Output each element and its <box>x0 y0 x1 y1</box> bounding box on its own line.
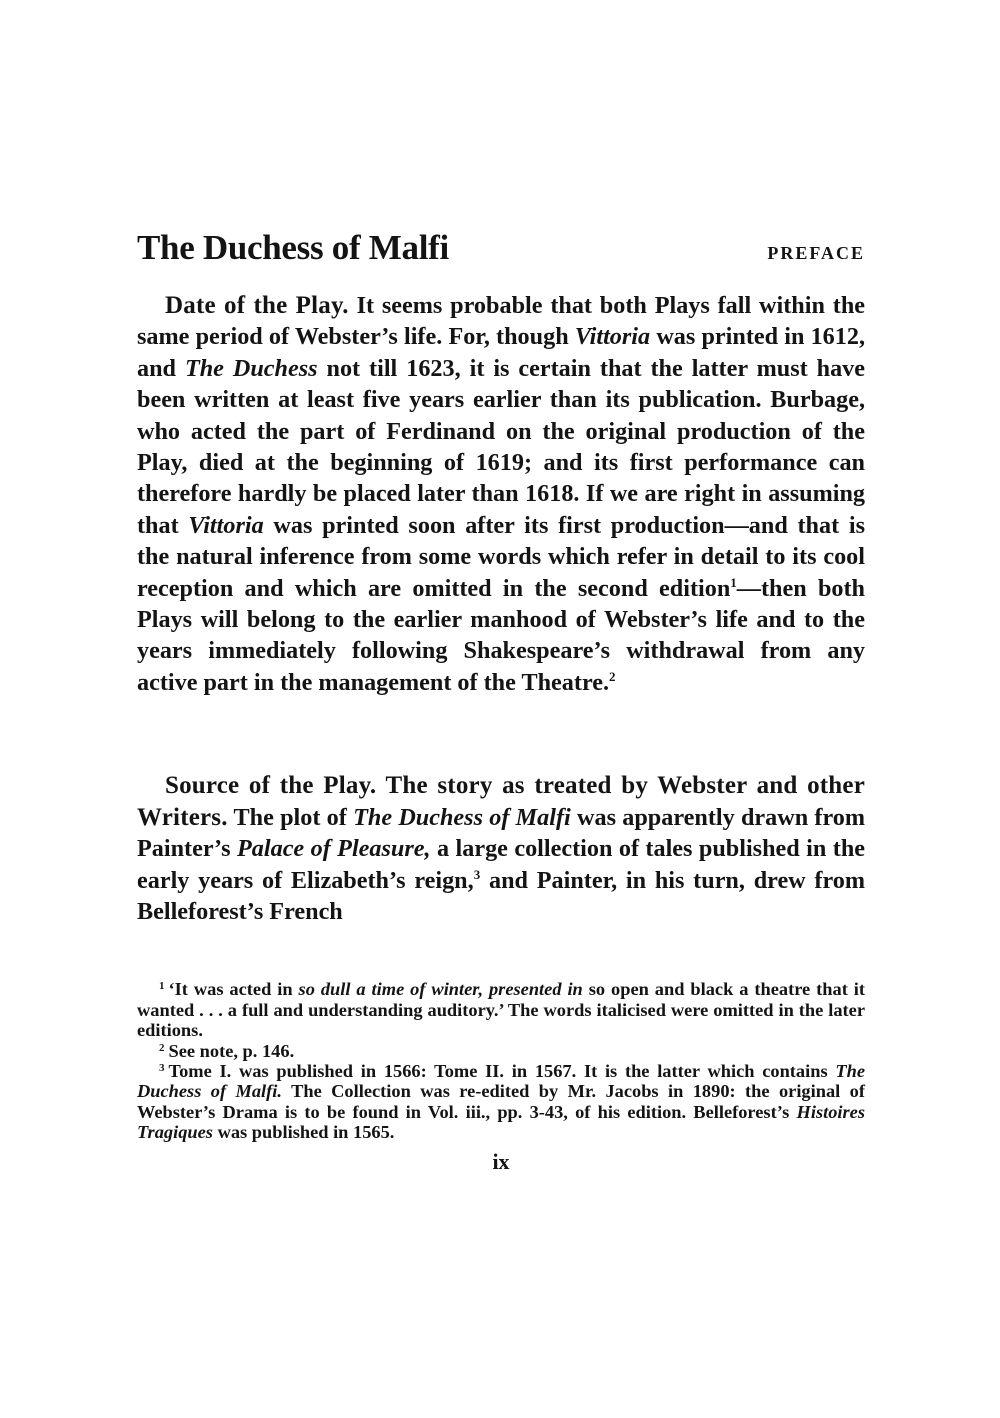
italic-quote: so dull a time of winter, presented in <box>298 979 583 1000</box>
text-run: It seems probable that both Plays fall within the same period of Webster’s life. For, though <box>137 292 866 351</box>
footnote-1 <box>137 979 865 1040</box>
text-run: was published in 1565. <box>217 1122 395 1143</box>
text-run: a large collection of tales published in the early years of Elizabeth’s reign, <box>137 835 866 894</box>
paragraph-heading: Date of the Play. <box>165 292 349 319</box>
text-run: not till 1623, it is certain that the latter must have been written at least five years earlier than its publication. Burbage, who acted the part of Ferdinand on the original production of the Play, died at the beginning of 1619; and its first performance can therefore hardly be placed later than 1618. If we are right in assuming that <box>137 354 865 539</box>
page-number: ix <box>492 1148 510 1174</box>
text-run: was printed in 1612, and <box>137 323 866 382</box>
italic-title: Vittoria <box>188 511 264 539</box>
text-run: ‘It was acted in <box>168 979 293 1000</box>
text-run: was apparently drawn from Painter’s <box>137 803 866 863</box>
running-head <box>137 228 865 280</box>
book-title: The Duchess of Malfi <box>137 228 449 267</box>
section-label: PREFACE <box>767 243 865 263</box>
text-run: Tome I. was published in 1566: Tome II. in 1567. It is the latter which contains <box>168 1060 828 1081</box>
footnote-ref: 2 <box>609 668 616 684</box>
footnote-mark: 1 <box>159 980 165 993</box>
footnote-ref: 3 <box>473 866 481 882</box>
footnote-mark: 3 <box>159 1061 165 1074</box>
text-run: so open and black a theatre that it wanted . . . a full and understanding auditory.’ The words italicised were omitted in the later editions. <box>137 979 865 1041</box>
italic-title: The Duchess <box>184 354 318 382</box>
footnote-ref: 1 <box>730 574 737 590</box>
text-run: —then both Plays will belong to the earlier manhood of Webster’s life and to the years immediately following Shakespeare’s withdrawal from any active part in the management of the Theatre. <box>137 574 865 696</box>
footnotes <box>137 979 865 1142</box>
paragraph-date-of-play <box>137 290 865 698</box>
italic-title: The Duchess of Malfi <box>353 803 571 831</box>
italic-title: Palace of Pleasure, <box>237 835 431 863</box>
footnote-2 <box>137 1041 865 1061</box>
italic-title: Vittoria <box>574 323 651 351</box>
paragraph-source-of-play <box>137 770 865 927</box>
text-run: The Collection was re-edited by Mr. Jacobs in 1890: the original of Webster’s Drama is to be found in Vol. iii., pp. 3-43, of his edition. Belleforest’s <box>137 1081 865 1122</box>
italic-title: The Duchess of Malfi. <box>137 1060 865 1102</box>
footnote-3 <box>137 1061 865 1143</box>
italic-title: Histoires Tragiques <box>137 1101 865 1143</box>
footnote-mark: 2 <box>159 1041 165 1054</box>
paragraph-heading: Source of the Play. The story as treated by Webster and other Writers. <box>137 772 865 831</box>
text-run: was printed soon after its first production—and that is the natural inference from some words which refer in detail to its cool reception and which are omitted in the second edition <box>137 511 866 602</box>
book-page <box>137 228 865 1175</box>
text-run: See note, p. 146. <box>168 1040 295 1061</box>
text-run: The plot of <box>233 803 347 831</box>
text-run: and Painter, in his turn, drew from Belleforest’s French <box>137 866 866 925</box>
